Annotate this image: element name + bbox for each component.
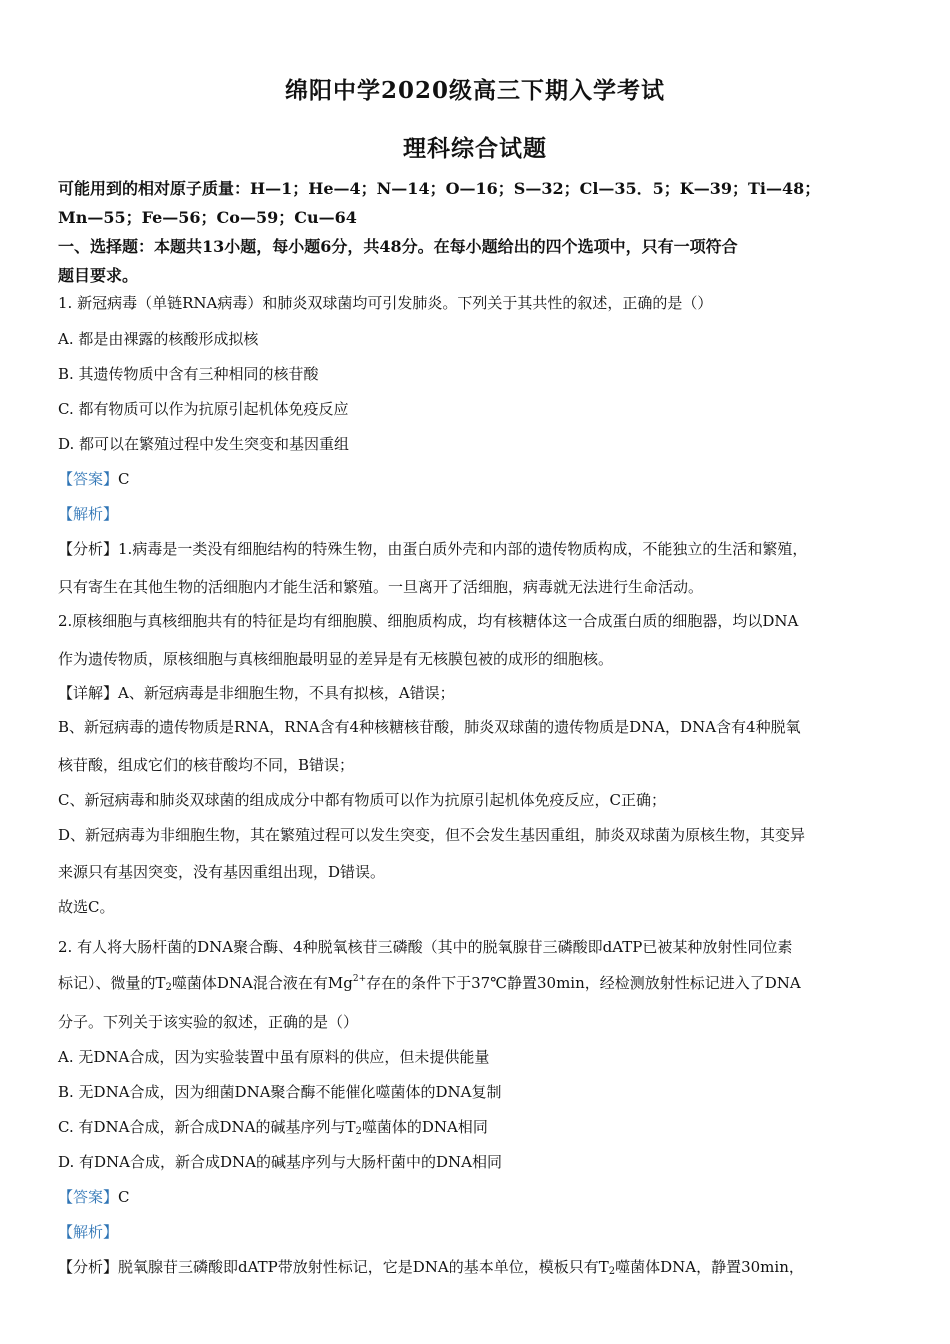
analysis-text: 1.病毒是一类没有细胞结构的特殊生物，由蛋白质外壳和内部的遗传物质构成，不能独立的生活和繁殖， [118,540,808,558]
section-heading-line-2: 题目要求。 [58,266,139,285]
q2-stem-text: 标记）、微量的T [58,974,166,992]
q2-jiexi-tag: 【解析】 [58,1223,119,1241]
q1-option-a: A. 都是由裸露的核酸形成拟核 [58,330,259,348]
q2-answer [58,1186,898,1207]
q1-jiexi-tag: 【解析】 [58,505,119,523]
q1-option-b: B. 其遗传物质中含有三种相同的核苷酸 [58,365,319,383]
answer-tag: 【答案】 [58,470,119,488]
analysis-text: 噬菌体DNA，静置30min， [615,1258,804,1276]
q2-stem-text: 存在的条件下于37℃静置30min，经检测放射性标记进入了DNA [366,974,801,992]
q1-option-c: C. 都有物质可以作为抗原引起机体免疫反应 [58,400,349,418]
q2-stem-text: 噬菌体DNA混合液在有Mg [171,974,353,992]
q1-detail-line-5: D、新冠病毒为非细胞生物，其在繁殖过程可以发生突变，但不会发生基因重组，肺炎双球菌为原核生物，其变异 [58,826,806,844]
q1-analysis-line-3: 2.原核细胞与真核细胞共有的特征是均有细胞膜、细胞质构成，均有核糖体这一合成蛋白质的细胞器，均以DNA [58,612,799,630]
q2-option-c [58,1116,898,1137]
q1-conclusion: 故选C。 [58,898,115,916]
q2-analysis-line-1 [58,1256,898,1277]
q1-detail-line-2: B、新冠病毒的遗传物质是RNA，RNA含有4种核糖核苷酸，肺炎双球菌的遗传物质是DNA，DNA含有4种脱氧 [58,718,801,736]
detail-text: A、新冠病毒是非细胞生物，不具有拟核，A错误； [118,684,455,702]
q1-answer [58,468,898,489]
q2-option-a: A. 无DNA合成，因为实验装置中虽有原料的供应，但未提供能量 [58,1048,490,1066]
subscript: 2 [608,1266,616,1277]
answer-value: C [118,470,130,488]
q1-analysis-line-2: 只有寄生在其他生物的活细胞内才能生活和繁殖。一旦离开了活细胞，病毒就无法进行生命活动。 [58,578,704,596]
section-heading-line-1: 一、选择题：本题共13小题，每小题6分，共48分。在每小题给出的四个选项中，只有一项符合 [58,237,738,256]
analysis-tag: 【分析】 [58,540,119,558]
analysis-tag: 【分析】 [58,1258,119,1276]
analysis-text: 脱氧腺苷三磷酸即dATP带放射性标记，它是DNA的基本单位，模板只有T [118,1258,609,1276]
option-text: 噬菌体的DNA相同 [361,1118,488,1136]
option-text: C. 有DNA合成，新合成DNA的碱基序列与T [58,1118,356,1136]
q2-option-d: D. 有DNA合成，新合成DNA的碱基序列与大肠杆菌中的DNA相同 [58,1153,502,1171]
q1-option-d: D. 都可以在繁殖过程中发生突变和基因重组 [58,435,350,453]
subscript: 2 [165,982,172,993]
q1-stem: 1. 新冠病毒（单链RNA病毒）和肺炎双球菌均可引发肺炎。下列关于其共性的叙述，正确的是（） [58,294,713,312]
q1-detail-line-6: 来源只有基因突变，没有基因重组出现，D错误。 [58,863,386,881]
q1-analysis-line-1 [58,538,898,559]
answer-tag: 【答案】 [58,1188,119,1206]
atomic-mass-line-1: 可能用到的相对原子质量：H—1；He—4；N—14；O—16；S—32；Cl—35．5；K—39；Ti—48； [58,179,821,198]
answer-value: C [118,1188,130,1206]
detail-tag: 【详解】 [58,684,119,702]
q2-option-b: B. 无DNA合成，因为细菌DNA聚合酶不能催化噬菌体的DNA复制 [58,1083,502,1101]
subscript: 2 [355,1126,362,1137]
q2-stem-line-3: 分子。下列关于该实验的叙述，正确的是（） [58,1013,359,1031]
q1-detail-line-1 [58,682,898,703]
exam-title: 绵阳中学2020级高三下期入学考试 [284,77,665,104]
exam-subtitle: 理科综合试题 [403,135,547,162]
q1-analysis-line-4: 作为遗传物质，原核细胞与真核细胞最明显的差异是有无核膜包被的成形的细胞核。 [58,650,614,668]
q1-detail-line-3: 核苷酸，组成它们的核苷酸均不同，B错误； [58,756,355,774]
superscript: 2+ [352,974,367,984]
q2-stem-line-2 [58,972,898,993]
q2-stem-line-1: 2. 有人将大肠杆菌的DNA聚合酶、4种脱氧核苷三磷酸（其中的脱氧腺苷三磷酸即dATP已被某种放射性同位素 [58,938,793,956]
q1-detail-line-4: C、新冠病毒和肺炎双球菌的组成成分中都有物质可以作为抗原引起机体免疫反应，C正确； [58,791,666,809]
atomic-mass-line-2: Mn—55；Fe—56；Co—59；Cu—64 [58,208,357,227]
